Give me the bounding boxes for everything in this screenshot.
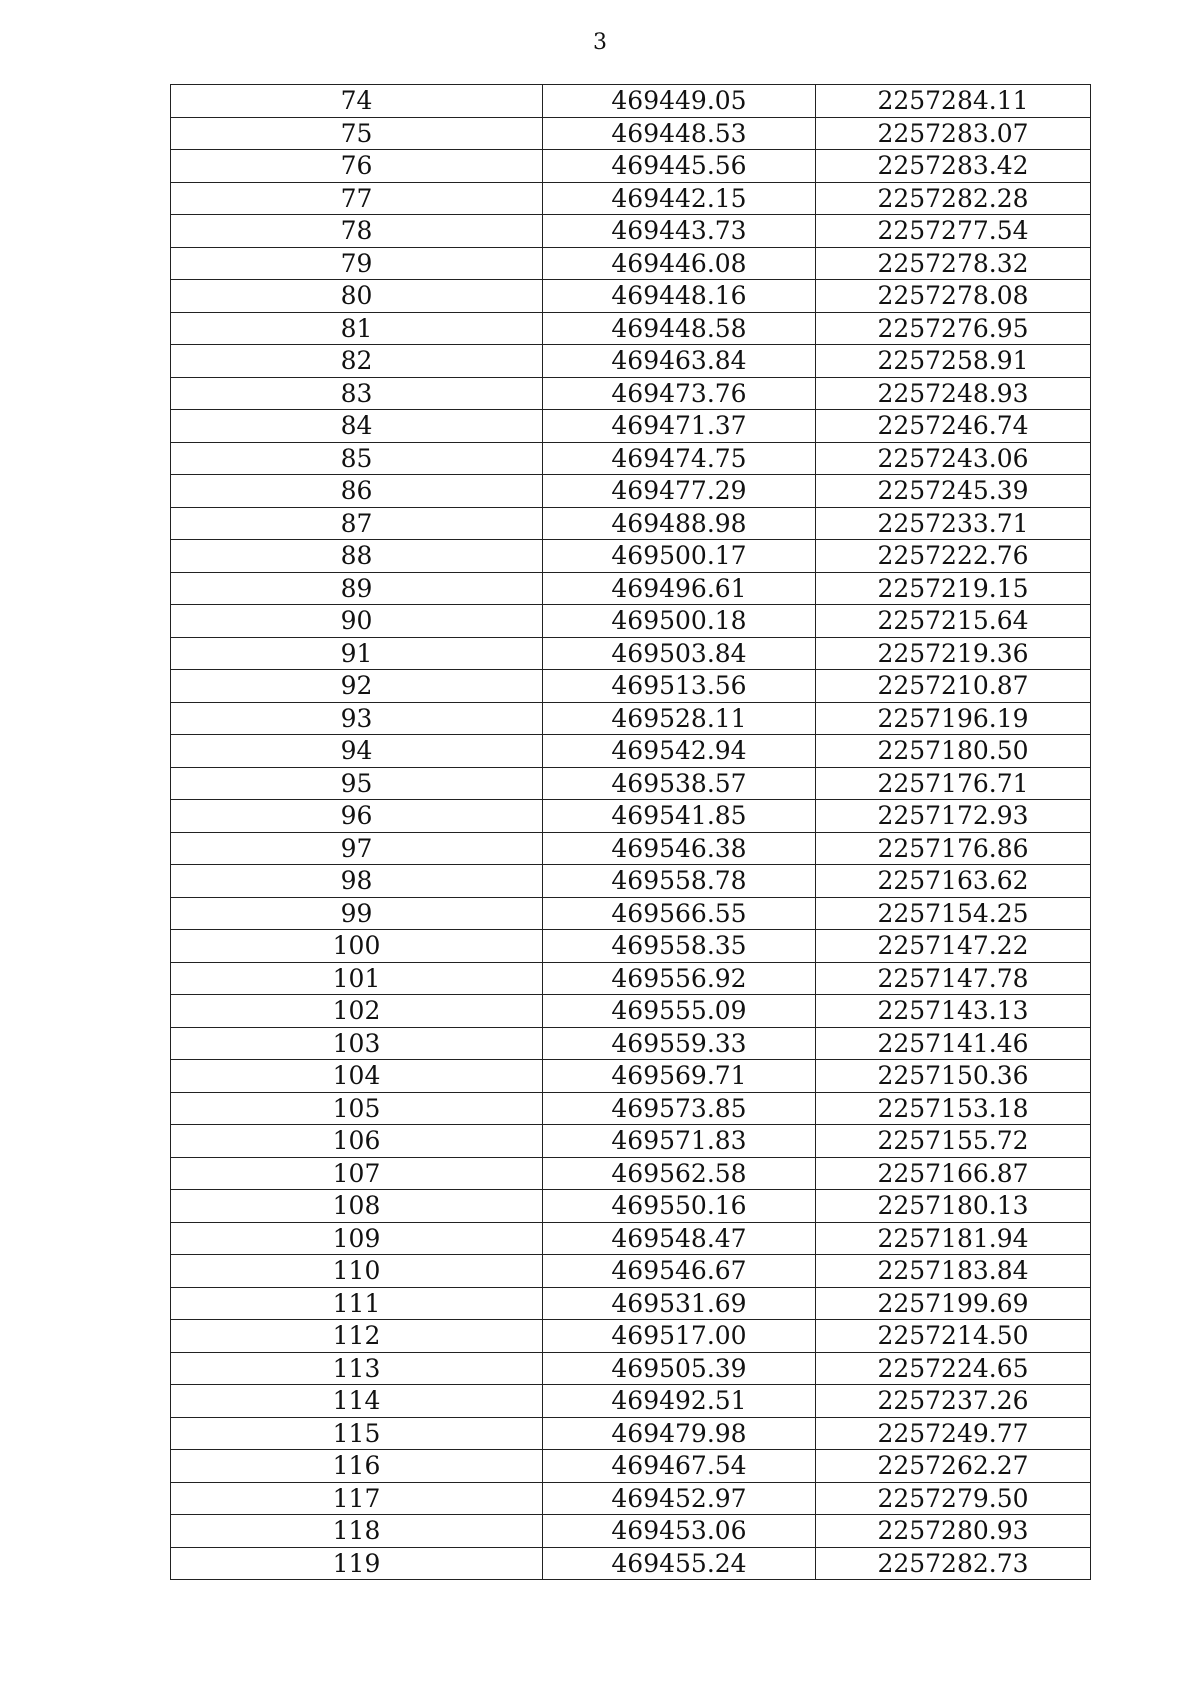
y-coordinate-cell: 2257248.93: [816, 377, 1091, 410]
point-number-cell: 105: [171, 1092, 543, 1125]
y-coordinate-cell: 2257154.25: [816, 897, 1091, 930]
x-coordinate-cell: 469453.06: [543, 1515, 816, 1548]
table-row: [171, 800, 1091, 833]
table-row: [171, 85, 1091, 118]
x-coordinate-cell: 469471.37: [543, 410, 816, 443]
table-row: [171, 475, 1091, 508]
table-row: [171, 312, 1091, 345]
x-coordinate-cell: 469448.58: [543, 312, 816, 345]
x-coordinate-cell: 469479.98: [543, 1417, 816, 1450]
y-coordinate-cell: 2257147.78: [816, 962, 1091, 995]
x-coordinate-cell: 469452.97: [543, 1482, 816, 1515]
table-row: [171, 377, 1091, 410]
y-coordinate-cell: 2257163.62: [816, 865, 1091, 898]
table-row: [171, 1222, 1091, 1255]
table-row: [171, 1190, 1091, 1223]
x-coordinate-cell: 469443.73: [543, 215, 816, 248]
x-coordinate-cell: 469505.39: [543, 1352, 816, 1385]
y-coordinate-cell: 2257147.22: [816, 930, 1091, 963]
table-row: [171, 540, 1091, 573]
point-number-cell: 87: [171, 507, 543, 540]
point-number-cell: 106: [171, 1125, 543, 1158]
point-number-cell: 86: [171, 475, 543, 508]
y-coordinate-cell: 2257283.07: [816, 117, 1091, 150]
point-number-cell: 92: [171, 670, 543, 703]
table-row: [171, 247, 1091, 280]
table-row: [171, 1287, 1091, 1320]
table-row: [171, 280, 1091, 313]
y-coordinate-cell: 2257280.93: [816, 1515, 1091, 1548]
point-number-cell: 77: [171, 182, 543, 215]
table-row: [171, 117, 1091, 150]
y-coordinate-cell: 2257233.71: [816, 507, 1091, 540]
table-row: [171, 865, 1091, 898]
x-coordinate-cell: 469448.16: [543, 280, 816, 313]
y-coordinate-cell: 2257176.71: [816, 767, 1091, 800]
point-number-cell: 112: [171, 1320, 543, 1353]
table-row: [171, 572, 1091, 605]
point-number-cell: 96: [171, 800, 543, 833]
y-coordinate-cell: 2257155.72: [816, 1125, 1091, 1158]
y-coordinate-cell: 2257219.15: [816, 572, 1091, 605]
y-coordinate-cell: 2257199.69: [816, 1287, 1091, 1320]
table-row: [171, 182, 1091, 215]
point-number-cell: 82: [171, 345, 543, 378]
y-coordinate-cell: 2257284.11: [816, 85, 1091, 118]
point-number-cell: 104: [171, 1060, 543, 1093]
y-coordinate-cell: 2257214.50: [816, 1320, 1091, 1353]
point-number-cell: 113: [171, 1352, 543, 1385]
y-coordinate-cell: 2257276.95: [816, 312, 1091, 345]
table-row: [171, 1255, 1091, 1288]
point-number-cell: 108: [171, 1190, 543, 1223]
y-coordinate-cell: 2257237.26: [816, 1385, 1091, 1418]
y-coordinate-cell: 2257249.77: [816, 1417, 1091, 1450]
point-number-cell: 74: [171, 85, 543, 118]
x-coordinate-cell: 469556.92: [543, 962, 816, 995]
table-row: [171, 1060, 1091, 1093]
point-number-cell: 119: [171, 1547, 543, 1580]
x-coordinate-cell: 469463.84: [543, 345, 816, 378]
table-row: [171, 1482, 1091, 1515]
y-coordinate-cell: 2257143.13: [816, 995, 1091, 1028]
point-number-cell: 117: [171, 1482, 543, 1515]
point-number-cell: 84: [171, 410, 543, 443]
y-coordinate-cell: 2257279.50: [816, 1482, 1091, 1515]
table-row: [171, 150, 1091, 183]
point-number-cell: 89: [171, 572, 543, 605]
table-row: [171, 670, 1091, 703]
point-number-cell: 103: [171, 1027, 543, 1060]
table-row: [171, 930, 1091, 963]
point-number-cell: 98: [171, 865, 543, 898]
point-number-cell: 94: [171, 735, 543, 768]
table-row: [171, 345, 1091, 378]
table-row: [171, 1547, 1091, 1580]
point-number-cell: 91: [171, 637, 543, 670]
x-coordinate-cell: 469500.18: [543, 605, 816, 638]
y-coordinate-cell: 2257196.19: [816, 702, 1091, 735]
y-coordinate-cell: 2257215.64: [816, 605, 1091, 638]
table-row: [171, 1450, 1091, 1483]
table-row: [171, 1157, 1091, 1190]
y-coordinate-cell: 2257172.93: [816, 800, 1091, 833]
point-number-cell: 115: [171, 1417, 543, 1450]
point-number-cell: 110: [171, 1255, 543, 1288]
y-coordinate-cell: 2257277.54: [816, 215, 1091, 248]
table-row: [171, 605, 1091, 638]
x-coordinate-cell: 469571.83: [543, 1125, 816, 1158]
point-number-cell: 80: [171, 280, 543, 313]
x-coordinate-cell: 469546.38: [543, 832, 816, 865]
x-coordinate-cell: 469573.85: [543, 1092, 816, 1125]
x-coordinate-cell: 469538.57: [543, 767, 816, 800]
y-coordinate-cell: 2257224.65: [816, 1352, 1091, 1385]
y-coordinate-cell: 2257258.91: [816, 345, 1091, 378]
x-coordinate-cell: 469513.56: [543, 670, 816, 703]
point-number-cell: 118: [171, 1515, 543, 1548]
x-coordinate-cell: 469503.84: [543, 637, 816, 670]
y-coordinate-cell: 2257180.50: [816, 735, 1091, 768]
x-coordinate-cell: 469566.55: [543, 897, 816, 930]
point-number-cell: 109: [171, 1222, 543, 1255]
x-coordinate-cell: 469546.67: [543, 1255, 816, 1288]
x-coordinate-cell: 469555.09: [543, 995, 816, 1028]
point-number-cell: 111: [171, 1287, 543, 1320]
x-coordinate-cell: 469455.24: [543, 1547, 816, 1580]
table-row: [171, 962, 1091, 995]
point-number-cell: 97: [171, 832, 543, 865]
x-coordinate-cell: 469542.94: [543, 735, 816, 768]
x-coordinate-cell: 469558.35: [543, 930, 816, 963]
x-coordinate-cell: 469562.58: [543, 1157, 816, 1190]
point-number-cell: 95: [171, 767, 543, 800]
y-coordinate-cell: 2257222.76: [816, 540, 1091, 573]
table-row: [171, 507, 1091, 540]
point-number-cell: 88: [171, 540, 543, 573]
y-coordinate-cell: 2257282.73: [816, 1547, 1091, 1580]
x-coordinate-cell: 469474.75: [543, 442, 816, 475]
y-coordinate-cell: 2257245.39: [816, 475, 1091, 508]
y-coordinate-cell: 2257243.06: [816, 442, 1091, 475]
point-number-cell: 107: [171, 1157, 543, 1190]
page-number: 3: [593, 30, 607, 55]
y-coordinate-cell: 2257176.86: [816, 832, 1091, 865]
table-row: [171, 1417, 1091, 1450]
point-number-cell: 93: [171, 702, 543, 735]
x-coordinate-cell: 469488.98: [543, 507, 816, 540]
point-number-cell: 114: [171, 1385, 543, 1418]
x-coordinate-cell: 469442.15: [543, 182, 816, 215]
point-number-cell: 78: [171, 215, 543, 248]
table-body: [171, 85, 1091, 1580]
table-row: [171, 767, 1091, 800]
x-coordinate-cell: 469496.61: [543, 572, 816, 605]
y-coordinate-cell: 2257166.87: [816, 1157, 1091, 1190]
y-coordinate-cell: 2257278.08: [816, 280, 1091, 313]
y-coordinate-cell: 2257141.46: [816, 1027, 1091, 1060]
x-coordinate-cell: 469473.76: [543, 377, 816, 410]
table-row: [171, 1515, 1091, 1548]
x-coordinate-cell: 469448.53: [543, 117, 816, 150]
point-number-cell: 79: [171, 247, 543, 280]
table-row: [171, 995, 1091, 1028]
y-coordinate-cell: 2257153.18: [816, 1092, 1091, 1125]
table-row: [171, 702, 1091, 735]
y-coordinate-cell: 2257278.32: [816, 247, 1091, 280]
x-coordinate-cell: 469492.51: [543, 1385, 816, 1418]
x-coordinate-cell: 469517.00: [543, 1320, 816, 1353]
table-row: [171, 215, 1091, 248]
table-row: [171, 637, 1091, 670]
y-coordinate-cell: 2257210.87: [816, 670, 1091, 703]
point-number-cell: 81: [171, 312, 543, 345]
y-coordinate-cell: 2257262.27: [816, 1450, 1091, 1483]
x-coordinate-cell: 469528.11: [543, 702, 816, 735]
x-coordinate-cell: 469569.71: [543, 1060, 816, 1093]
y-coordinate-cell: 2257150.36: [816, 1060, 1091, 1093]
point-number-cell: 102: [171, 995, 543, 1028]
point-number-cell: 75: [171, 117, 543, 150]
table-row: [171, 1027, 1091, 1060]
table-row: [171, 1125, 1091, 1158]
x-coordinate-cell: 469500.17: [543, 540, 816, 573]
x-coordinate-cell: 469446.08: [543, 247, 816, 280]
coordinates-table: [170, 84, 1091, 1580]
table-row: [171, 897, 1091, 930]
table-row: [171, 735, 1091, 768]
point-number-cell: 76: [171, 150, 543, 183]
table-row: [171, 1352, 1091, 1385]
table-row: [171, 1320, 1091, 1353]
table-row: [171, 1385, 1091, 1418]
x-coordinate-cell: 469531.69: [543, 1287, 816, 1320]
table-row: [171, 1092, 1091, 1125]
point-number-cell: 116: [171, 1450, 543, 1483]
x-coordinate-cell: 469477.29: [543, 475, 816, 508]
table-row: [171, 832, 1091, 865]
y-coordinate-cell: 2257181.94: [816, 1222, 1091, 1255]
y-coordinate-cell: 2257183.84: [816, 1255, 1091, 1288]
y-coordinate-cell: 2257282.28: [816, 182, 1091, 215]
x-coordinate-cell: 469559.33: [543, 1027, 816, 1060]
x-coordinate-cell: 469541.85: [543, 800, 816, 833]
x-coordinate-cell: 469467.54: [543, 1450, 816, 1483]
y-coordinate-cell: 2257219.36: [816, 637, 1091, 670]
y-coordinate-cell: 2257246.74: [816, 410, 1091, 443]
point-number-cell: 90: [171, 605, 543, 638]
point-number-cell: 85: [171, 442, 543, 475]
y-coordinate-cell: 2257283.42: [816, 150, 1091, 183]
x-coordinate-cell: 469558.78: [543, 865, 816, 898]
point-number-cell: 101: [171, 962, 543, 995]
point-number-cell: 83: [171, 377, 543, 410]
y-coordinate-cell: 2257180.13: [816, 1190, 1091, 1223]
x-coordinate-cell: 469550.16: [543, 1190, 816, 1223]
x-coordinate-cell: 469548.47: [543, 1222, 816, 1255]
x-coordinate-cell: 469449.05: [543, 85, 816, 118]
table-row: [171, 442, 1091, 475]
x-coordinate-cell: 469445.56: [543, 150, 816, 183]
point-number-cell: 99: [171, 897, 543, 930]
point-number-cell: 100: [171, 930, 543, 963]
table-row: [171, 410, 1091, 443]
